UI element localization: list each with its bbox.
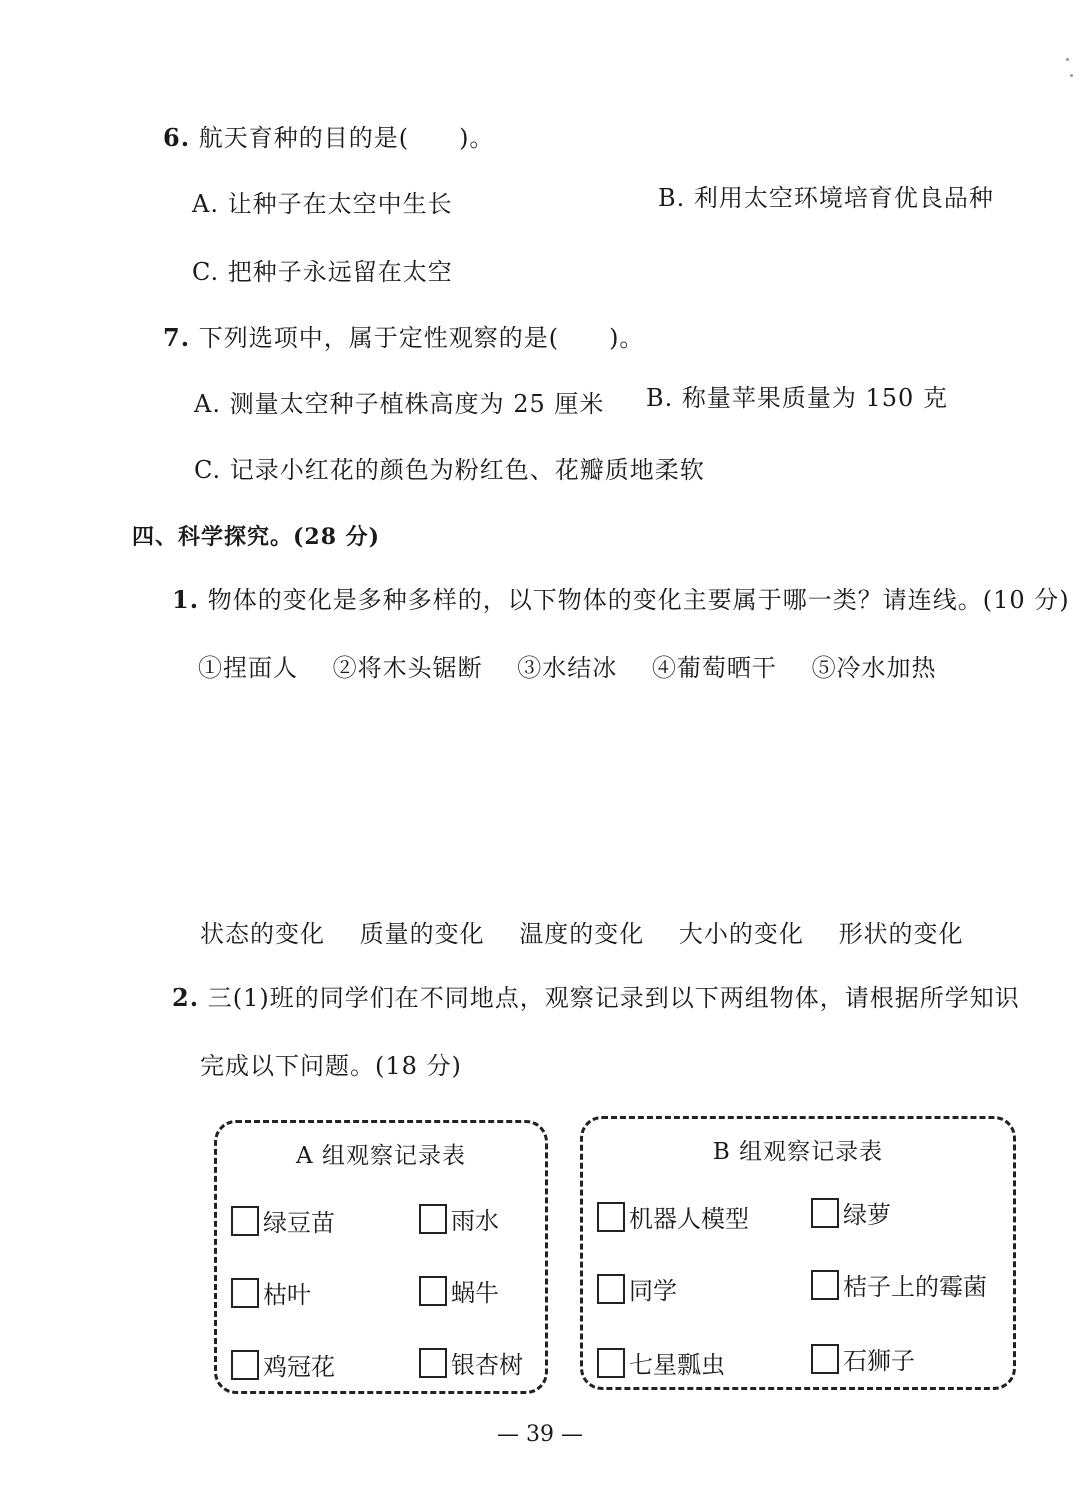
q7-option-c[interactable]: C. 记录小红花的颜色为粉红色、花瓣质地柔软 xyxy=(194,456,705,484)
table-a-entry[interactable] xyxy=(231,1275,311,1310)
checkbox[interactable] xyxy=(811,1270,839,1300)
checkbox[interactable] xyxy=(231,1206,259,1236)
table-b-entry[interactable] xyxy=(597,1345,725,1380)
q6-option-b[interactable]: B. 利用太空环境培育优良品种 xyxy=(658,184,994,212)
p1-stem-text: 物体的变化是多种多样的，以下物体的变化主要属于哪一类？请连线。(10 分) xyxy=(207,586,1070,614)
section-title: 四、科学探究。(28 分) xyxy=(132,524,381,550)
p1-number: 1. xyxy=(172,585,200,614)
table-b-entry[interactable] xyxy=(811,1267,987,1302)
p1-categories-row xyxy=(200,914,990,949)
p2-stem-line2: 完成以下问题。(18 分) xyxy=(200,1052,462,1080)
p1-item[interactable]: ③水结冰 xyxy=(517,654,618,682)
p1-category[interactable]: 质量的变化 xyxy=(359,920,485,948)
p2-stem-text: 三(1)班的同学们在不同地点，观察记录到以下两组物体，请根据所学知识 xyxy=(207,984,1020,1012)
entry-label: 枯叶 xyxy=(263,1281,311,1309)
q6-stem-text: 航天育种的目的是( )。 xyxy=(198,124,495,152)
table-b-entry[interactable] xyxy=(597,1199,749,1234)
p1-stem xyxy=(172,580,1070,615)
entry-label: 绿豆苗 xyxy=(263,1209,335,1237)
p1-item[interactable]: ②将木头锯断 xyxy=(332,654,483,682)
q7-option-b[interactable]: B. 称量苹果质量为 150 克 xyxy=(646,384,948,412)
table-b xyxy=(580,1116,1016,1390)
table-b-title: B 组观察记录表 xyxy=(712,1139,884,1165)
entry-label: 同学 xyxy=(629,1277,677,1305)
entry-label: 鸡冠花 xyxy=(263,1353,335,1381)
q6-option-a[interactable]: A. 让种子在太空中生长 xyxy=(192,190,453,218)
p1-category[interactable]: 温度的变化 xyxy=(519,920,645,948)
table-a-entry[interactable] xyxy=(419,1201,499,1236)
page-number: — 39 — xyxy=(497,1422,583,1447)
checkbox[interactable] xyxy=(419,1276,447,1306)
scan-speck xyxy=(1066,58,1069,61)
q7-option-a[interactable]: A. 测量太空种子植株高度为 25 厘米 xyxy=(194,390,605,418)
table-b-entry[interactable] xyxy=(811,1195,891,1230)
q7-stem-text: 下列选项中，属于定性观察的是( )。 xyxy=(198,324,645,352)
entry-label: 雨水 xyxy=(451,1207,499,1235)
entry-label: 蜗牛 xyxy=(451,1279,499,1307)
checkbox[interactable] xyxy=(811,1198,839,1228)
table-a-title: A 组观察记录表 xyxy=(296,1143,466,1169)
q6-number: 6. xyxy=(163,123,191,152)
checkbox[interactable] xyxy=(597,1202,625,1232)
p1-category[interactable]: 大小的变化 xyxy=(678,920,804,948)
table-a-entry[interactable] xyxy=(231,1347,335,1382)
checkbox[interactable] xyxy=(231,1278,259,1308)
checkbox[interactable] xyxy=(597,1348,625,1378)
p1-category[interactable]: 状态的变化 xyxy=(200,920,325,948)
checkbox[interactable] xyxy=(419,1348,447,1378)
q7-number: 7. xyxy=(163,323,191,352)
entry-label: 桔子上的霉菌 xyxy=(843,1273,987,1301)
p1-items-row xyxy=(198,648,963,683)
table-b-entry[interactable] xyxy=(811,1341,915,1376)
entry-label: 机器人模型 xyxy=(629,1205,749,1233)
p1-item[interactable]: ①捏面人 xyxy=(198,654,298,682)
checkbox[interactable] xyxy=(419,1204,447,1234)
table-b-entry[interactable] xyxy=(597,1271,677,1306)
table-a-entry[interactable] xyxy=(231,1203,335,1238)
p2-number: 2. xyxy=(172,983,200,1012)
checkbox[interactable] xyxy=(811,1344,839,1374)
q7-stem xyxy=(163,318,644,353)
p1-item[interactable]: ④葡萄晒干 xyxy=(651,654,777,682)
scan-speck xyxy=(1070,74,1073,77)
entry-label: 绿萝 xyxy=(843,1201,891,1229)
entry-label: 七星瓢虫 xyxy=(629,1351,725,1379)
table-a-entry[interactable] xyxy=(419,1345,523,1380)
q6-stem xyxy=(163,118,494,153)
p1-item[interactable]: ⑤冷水加热 xyxy=(811,654,937,682)
table-a xyxy=(214,1120,548,1394)
q6-option-c[interactable]: C. 把种子永远留在太空 xyxy=(192,258,453,286)
entry-label: 银杏树 xyxy=(451,1351,523,1379)
p2-stem-line1 xyxy=(172,978,1020,1013)
table-a-entry[interactable] xyxy=(419,1273,499,1308)
entry-label: 石狮子 xyxy=(843,1347,915,1375)
checkbox[interactable] xyxy=(231,1350,259,1380)
p1-category[interactable]: 形状的变化 xyxy=(838,920,964,948)
checkbox[interactable] xyxy=(597,1274,625,1304)
